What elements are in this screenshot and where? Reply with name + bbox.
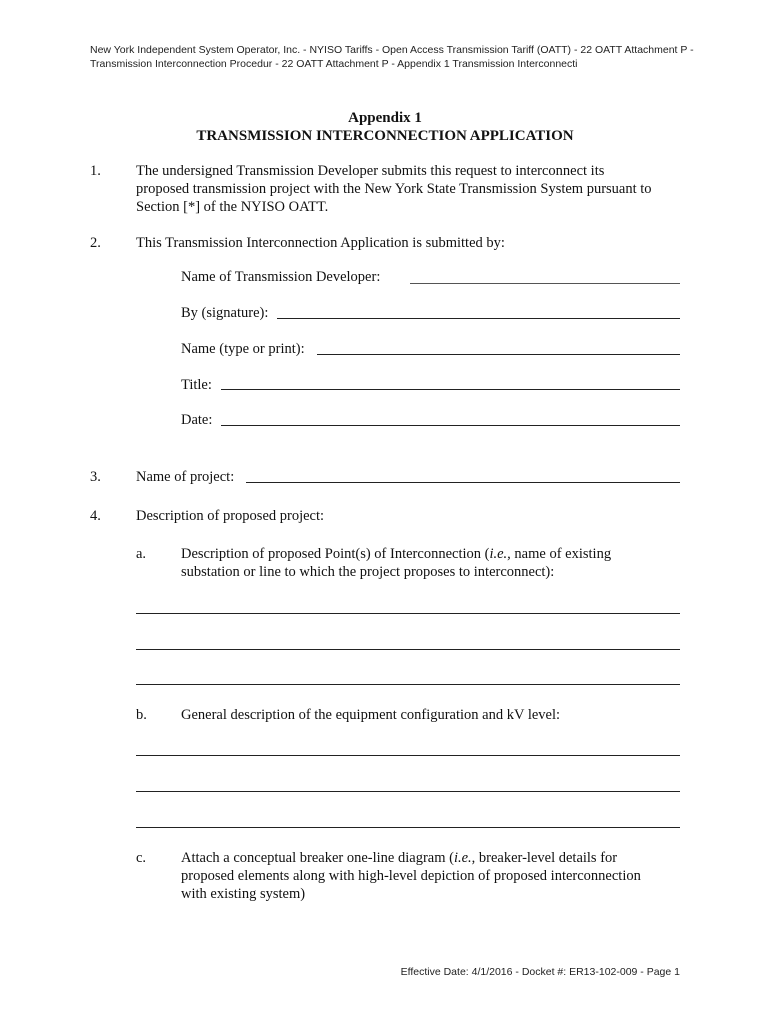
item-4a-line-1-pre: Description of proposed Point(s) of Interconnection (	[181, 546, 490, 562]
item-4c-line-1-post: , breaker-level details for	[471, 850, 618, 866]
item-3-number: 3.	[90, 469, 101, 485]
date-field[interactable]	[221, 425, 680, 426]
item-4b-answer-line-2[interactable]	[136, 791, 680, 792]
item-2-text: This Transmission Interconnection Application is submitted by:	[136, 235, 505, 251]
header-line-2: Transmission Interconnection Procedur - 22 OATT Attachment P - Appendix 1 Transmission Interconnecti	[90, 58, 578, 70]
item-1-number: 1.	[90, 163, 101, 179]
item-4a-line-1	[181, 545, 611, 563]
item-2-number: 2.	[90, 235, 101, 251]
item-4a-line-2: substation or line to which the project proposes to interconnect):	[181, 564, 555, 580]
title-label: Title:	[181, 377, 212, 393]
developer-name-field[interactable]	[410, 283, 680, 284]
page-footer: Effective Date: 4/1/2016 - Docket #: ER13-102-009 - Page 1	[400, 966, 680, 978]
item-4a-answer-line-1[interactable]	[136, 613, 680, 614]
printed-name-field[interactable]	[317, 354, 680, 355]
item-4a-answer-line-2[interactable]	[136, 649, 680, 650]
item-4b-answer-line-1[interactable]	[136, 755, 680, 756]
item-4c-line-2: proposed elements along with high-level depiction of proposed interconnection	[181, 868, 641, 884]
signature-field[interactable]	[277, 318, 680, 319]
project-name-label: Name of project:	[136, 469, 235, 485]
page-header	[90, 43, 710, 71]
item-1-line-2: proposed transmission project with the New York State Transmission System pursuant to	[136, 181, 652, 197]
title-field[interactable]	[221, 389, 680, 390]
appendix-heading: Appendix 1	[348, 110, 422, 126]
item-4a-ie: i.e.,	[489, 546, 511, 562]
item-4c-letter: c.	[136, 850, 147, 866]
item-4c-line-1	[181, 849, 617, 867]
date-label: Date:	[181, 412, 213, 428]
item-4c-ie: i.e.	[453, 850, 472, 866]
item-4a-answer-line-3[interactable]	[136, 684, 680, 685]
item-4b-answer-line-3[interactable]	[136, 827, 680, 828]
developer-name-label: Name of Transmission Developer:	[181, 269, 381, 285]
signature-label: By (signature):	[181, 305, 269, 321]
header-line-1: New York Independent System Operator, Inc. - NYISO Tariffs - Open Access Transmission Tariff (OATT) - 22 OATT Attachment P -	[90, 44, 694, 56]
item-4a-letter: a.	[136, 546, 147, 562]
printed-name-label: Name (type or print):	[181, 341, 305, 357]
item-4-text: Description of proposed project:	[136, 508, 325, 524]
item-4-number: 4.	[90, 508, 101, 524]
item-4a-line-1-post: name of existing	[510, 546, 612, 562]
item-4c-line-1-pre: Attach a conceptual breaker one-line diagram (	[181, 850, 454, 866]
item-4b-letter: b.	[136, 707, 147, 723]
document-title: TRANSMISSION INTERCONNECTION APPLICATION	[196, 128, 574, 144]
item-1-line-3: Section [*] of the NYISO OATT.	[136, 199, 329, 215]
item-4b-text: General description of the equipment configuration and kV level:	[181, 707, 561, 723]
project-name-field[interactable]	[246, 482, 680, 483]
item-4c-line-3: with existing system)	[181, 886, 306, 902]
item-1-line-1: The undersigned Transmission Developer submits this request to interconnect its	[136, 163, 605, 179]
